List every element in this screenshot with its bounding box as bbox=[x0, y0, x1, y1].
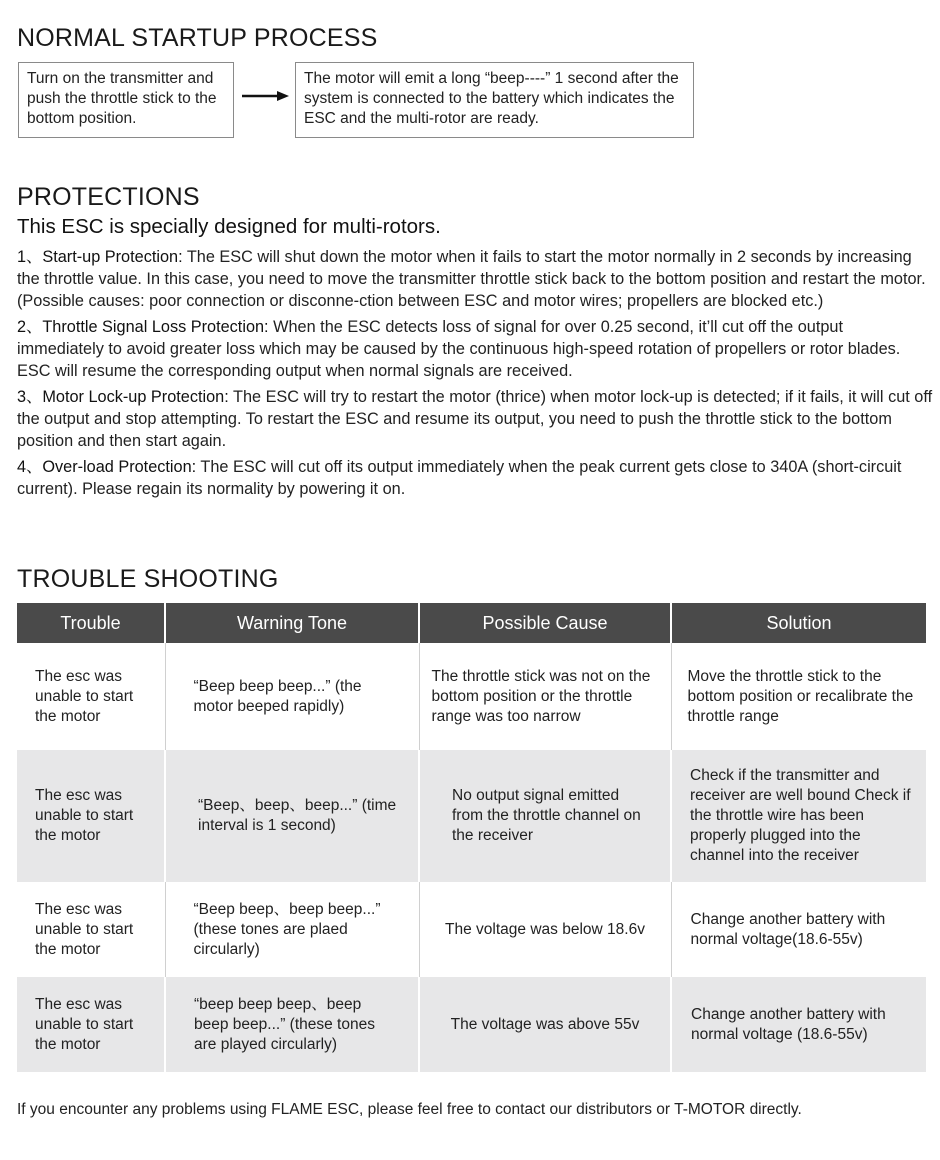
column-header-solution: Solution bbox=[671, 603, 926, 643]
protection-text: The ESC will try to restart the motor (thrice) when motor lock-up is detected; if it fails, it will cut off the output and stop attempting. To restart the ESC and resume its output, you need to push the throttle stick to the bottom position and then start again. bbox=[17, 388, 933, 450]
protection-item-lockup bbox=[17, 386, 933, 452]
solution-cell: Change another battery with normal voltage(18.6-55v) bbox=[671, 882, 926, 977]
warning-tone-cell: “Beep beep beep...” (the motor beeped rapidly) bbox=[165, 643, 419, 750]
possible-cause-cell: The voltage was below 18.6v bbox=[419, 882, 671, 977]
protection-text: When the ESC detects loss of signal for over 0.25 second, it’ll cut off the output immediately to avoid greater loss which may be caused by the continuous high-speed rotation of propellers or rotor blades. ESC will resume the corresponding output when normal signals are received. bbox=[17, 318, 901, 380]
startup-step-2-text: The motor will emit a long “beep----” 1 second after the system is connected to the battery which indicates the ESC and the multi-rotor are ready. bbox=[304, 70, 679, 127]
solution-cell: Move the throttle stick to the bottom position or recalibrate the throttle range bbox=[671, 643, 926, 750]
possible-cause-cell: No output signal emitted from the throttle channel on the receiver bbox=[419, 750, 671, 882]
warning-tone-cell: “beep beep beep、beep beep beep...” (these tones are played circularly) bbox=[165, 977, 419, 1072]
startup-step-1-text: Turn on the transmitter and push the throttle stick to the bottom position. bbox=[27, 70, 217, 127]
arrow-right-icon bbox=[241, 89, 291, 103]
protection-item-overload bbox=[17, 456, 933, 500]
startup-title: NORMAL STARTUP PROCESS bbox=[17, 24, 378, 52]
troubleshooting-title: TROUBLE SHOOTING bbox=[17, 565, 279, 593]
table-row bbox=[17, 882, 926, 977]
column-header-warning-tone: Warning Tone bbox=[165, 603, 419, 643]
trouble-cell: The esc was unable to start the motor bbox=[17, 750, 165, 882]
column-header-trouble: Trouble bbox=[17, 603, 165, 643]
protection-item-signal-loss bbox=[17, 316, 933, 382]
protection-label: 3、Motor Lock-up Protection: bbox=[17, 388, 229, 406]
startup-step-1-box bbox=[18, 62, 234, 138]
troubleshooting-table bbox=[17, 603, 926, 1072]
warning-tone-cell: “Beep、beep、beep...” (time interval is 1 second) bbox=[165, 750, 419, 882]
table-header-row bbox=[17, 603, 926, 643]
trouble-cell: The esc was unable to start the motor bbox=[17, 643, 165, 750]
protection-label: 1、Start-up Protection: bbox=[17, 248, 183, 266]
table-row bbox=[17, 977, 926, 1072]
protections-list bbox=[17, 246, 933, 504]
trouble-cell: The esc was unable to start the motor bbox=[17, 977, 165, 1072]
protection-label: 4、Over-load Protection: bbox=[17, 458, 197, 476]
protection-text: The ESC will cut off its output immediately when the peak current gets close to 340A (short-circuit current). Please regain its normality by powering it on. bbox=[17, 458, 902, 498]
protection-label: 2、Throttle Signal Loss Protection: bbox=[17, 318, 269, 336]
protections-title: PROTECTIONS bbox=[17, 183, 200, 211]
solution-cell: Change another battery with normal voltage (18.6-55v) bbox=[671, 977, 926, 1072]
footer-contact-note: If you encounter any problems using FLAME ESC, please feel free to contact our distributors or T-MOTOR directly. bbox=[17, 1101, 802, 1118]
table-row bbox=[17, 643, 926, 750]
column-header-possible-cause: Possible Cause bbox=[419, 603, 671, 643]
solution-cell: Check if the transmitter and receiver are well bound Check if the throttle wire has been properly plugged into the channel into the receiver bbox=[671, 750, 926, 882]
protection-item-startup bbox=[17, 246, 933, 312]
possible-cause-cell: The voltage was above 55v bbox=[419, 977, 671, 1072]
protection-text: The ESC will shut down the motor when it fails to start the motor normally in 2 seconds by increasing the throttle value. In this case, you need to move the transmitter throttle stick back to the bottom position and restart the motor.(Possible causes: poor connection or disconne-ction between ESC and motor wires; propellers are blocked etc.) bbox=[17, 248, 926, 310]
protections-subtitle: This ESC is specially designed for multi-rotors. bbox=[17, 215, 441, 238]
warning-tone-cell: “Beep beep、beep beep...” (these tones are plaed circularly) bbox=[165, 882, 419, 977]
startup-step-2-box bbox=[295, 62, 694, 138]
trouble-cell: The esc was unable to start the motor bbox=[17, 882, 165, 977]
table-row bbox=[17, 750, 926, 882]
possible-cause-cell: The throttle stick was not on the bottom position or the throttle range was too narrow bbox=[419, 643, 671, 750]
